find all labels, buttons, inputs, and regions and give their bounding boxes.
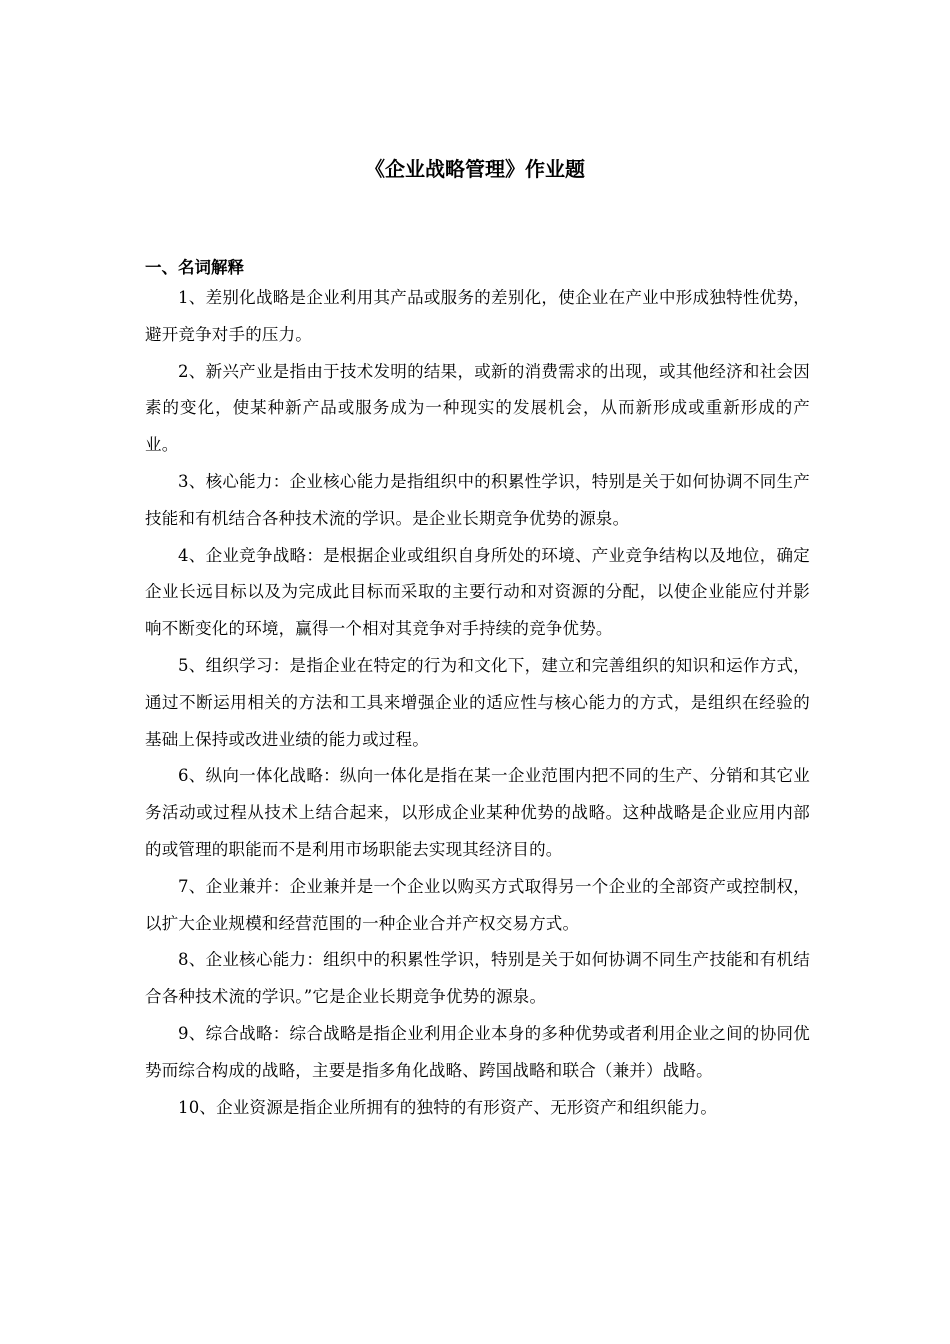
term-definition-10: 10、企业资源是指企业所拥有的独特的有形资产、无形资产和组织能力。 [178, 1097, 718, 1117]
term-definition-3: 3、核心能力：企业核心能力是指组织中的积累性学识，特别是关于如何协调不同生产技能和有机结合各种技术流的学识。是企业长期竞争优势的源泉。 [145, 471, 810, 528]
term-definition-8: 8、企业核心能力：组织中的积累性学识，特别是关于如何协调不同生产技能和有机结合各种技术流的学识。”它是企业长期竞争优势的源泉。 [145, 950, 810, 1007]
term-definition-7: 7、企业兼并：企业兼并是一个企业以购买方式取得另一个企业的全部资产或控制权，以扩大企业规模和经营范围的一种企业合并产权交易方式。 [145, 876, 810, 933]
term-definition-5: 5、组织学习：是指企业在特定的行为和文化下，建立和完善组织的知识和运作方式，通过不断运用相关的方法和工具来增强企业的适应性与核心能力的方式，是组织在经验的基础上保持或改进业绩的能力或过程。 [145, 655, 810, 749]
term-definition-1: 1、差别化战略是企业利用其产品或服务的差别化，使企业在产业中形成独特性优势，避开竞争对手的压力。 [145, 288, 810, 344]
term-definition-2: 2、新兴产业是指由于技术发明的结果，或新的消费需求的出现，或其他经济和社会因素的变化，使某种新产品或服务成为一种现实的发展机会，从而新形成或重新形成的产业。 [145, 361, 810, 455]
section-heading: 一、名词解释 [145, 258, 244, 277]
term-definition-4: 4、企业竞争战略：是根据企业或组织自身所处的环境、产业竞争结构以及地位，确定企业长远目标以及为完成此目标而采取的主要行动和对资源的分配，以使企业能应付并影响不断变化的环境，赢得一个相对其竞争对手持续的竞争优势。 [145, 545, 810, 639]
document-title: 《企业战略管理》作业题 [365, 157, 585, 181]
document-body [145, 256, 810, 1126]
term-definition-9: 9、综合战略：综合战略是指企业利用企业本身的多种优势或者利用企业之间的协同优势而综合构成的战略，主要是指多角化战略、跨国战略和联合（兼并）战略。 [145, 1023, 810, 1080]
term-definition-6: 6、纵向一体化战略：纵向一体化是指在某一企业范围内把不同的生产、分销和其它业务活动或过程从技术上结合起来，以形成企业某种优势的战略。这种战略是企业应用内部的或管理的职能而不是利用市场职能去实现其经济目的。 [145, 766, 810, 859]
